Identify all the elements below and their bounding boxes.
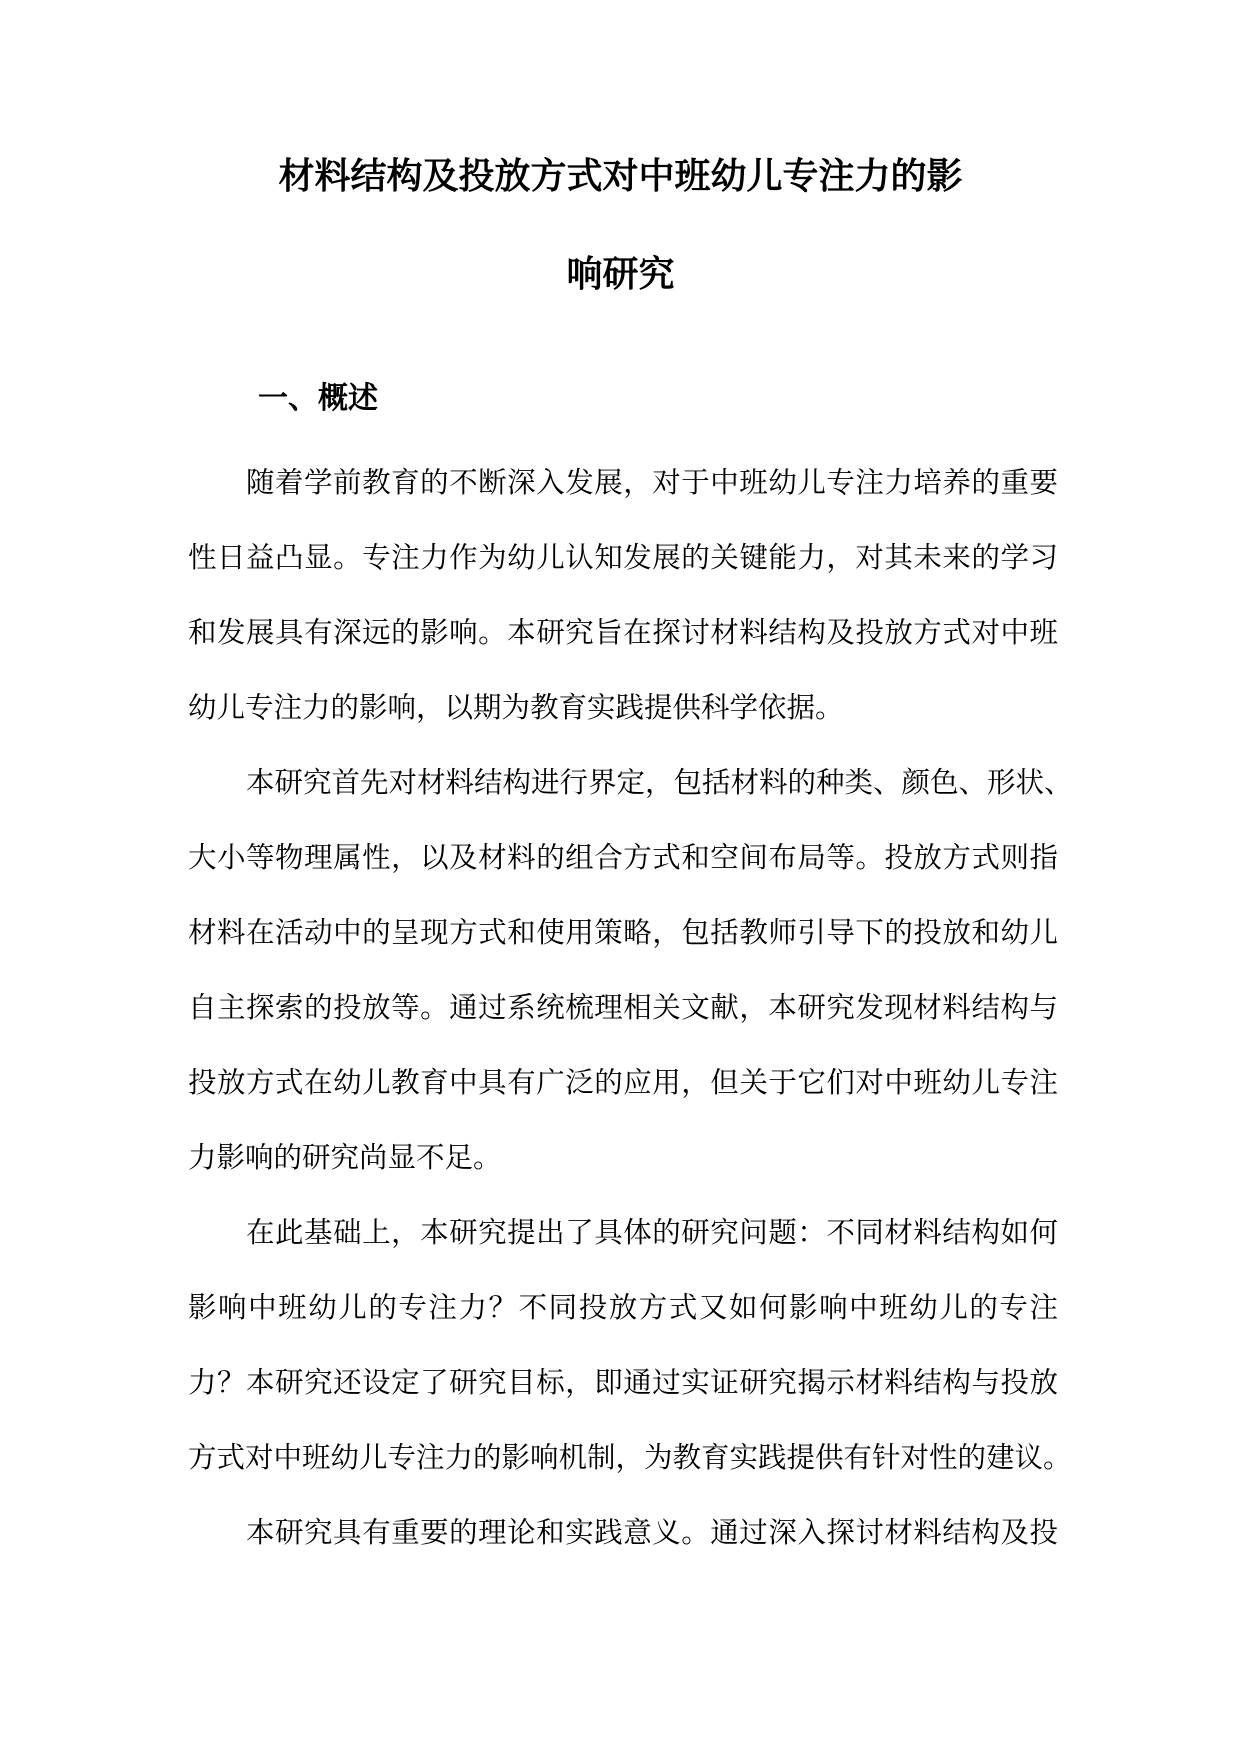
paragraph-1-line-4: 幼儿专注力的影响，以期为教育实践提供科学依据。 bbox=[188, 691, 844, 724]
paragraph-2-line-4: 自主探索的投放等。通过系统梳理相关文献，本研究发现材料结构与 bbox=[188, 991, 1058, 1024]
section-heading: 一、概述 bbox=[258, 381, 378, 416]
paragraph-2-line-6: 力影响的研究尚显不足。 bbox=[188, 1141, 502, 1174]
paragraph-1-line-3: 和发展具有深远的影响。本研究旨在探讨材料结构及投放方式对中班 bbox=[188, 616, 1058, 649]
paragraph-4-line-1: 本研究具有重要的理论和实践意义。通过深入探讨材料结构及投 bbox=[246, 1516, 1058, 1549]
document-title-line-2: 响研究 bbox=[566, 254, 675, 295]
paragraph-2-line-2: 大小等物理属性，以及材料的组合方式和空间布局等。投放方式则指 bbox=[188, 841, 1058, 874]
paragraph-3-line-4: 方式对中班幼儿专注力的影响机制，为教育实践提供有针对性的建议。 bbox=[188, 1441, 1072, 1474]
document-title-line-1: 材料结构及投放方式对中班幼儿专注力的影 bbox=[278, 156, 963, 197]
paragraph-2-line-1: 本研究首先对材料结构进行界定，包括材料的种类、颜色、形状、 bbox=[246, 766, 1073, 799]
paragraph-1-line-1: 随着学前教育的不断深入发展，对于中班幼儿专注力培养的重要 bbox=[246, 466, 1058, 499]
paragraph-2-line-3: 材料在活动中的呈现方式和使用策略，包括教师引导下的投放和幼儿 bbox=[188, 916, 1058, 949]
paragraph-2-line-5: 投放方式在幼儿教育中具有广泛的应用，但关于它们对中班幼儿专注 bbox=[188, 1066, 1058, 1099]
paragraph-3-line-2: 影响中班幼儿的专注力？不同投放方式又如何影响中班幼儿的专注 bbox=[188, 1291, 1058, 1324]
paragraph-1-line-2: 性日益凸显。专注力作为幼儿认知发展的关键能力，对其未来的学习 bbox=[188, 541, 1058, 574]
paragraph-3-line-1: 在此基础上，本研究提出了具体的研究问题：不同材料结构如何 bbox=[246, 1216, 1058, 1249]
paragraph-3-line-3: 力？本研究还设定了研究目标，即通过实证研究揭示材料结构与投放 bbox=[188, 1366, 1058, 1399]
